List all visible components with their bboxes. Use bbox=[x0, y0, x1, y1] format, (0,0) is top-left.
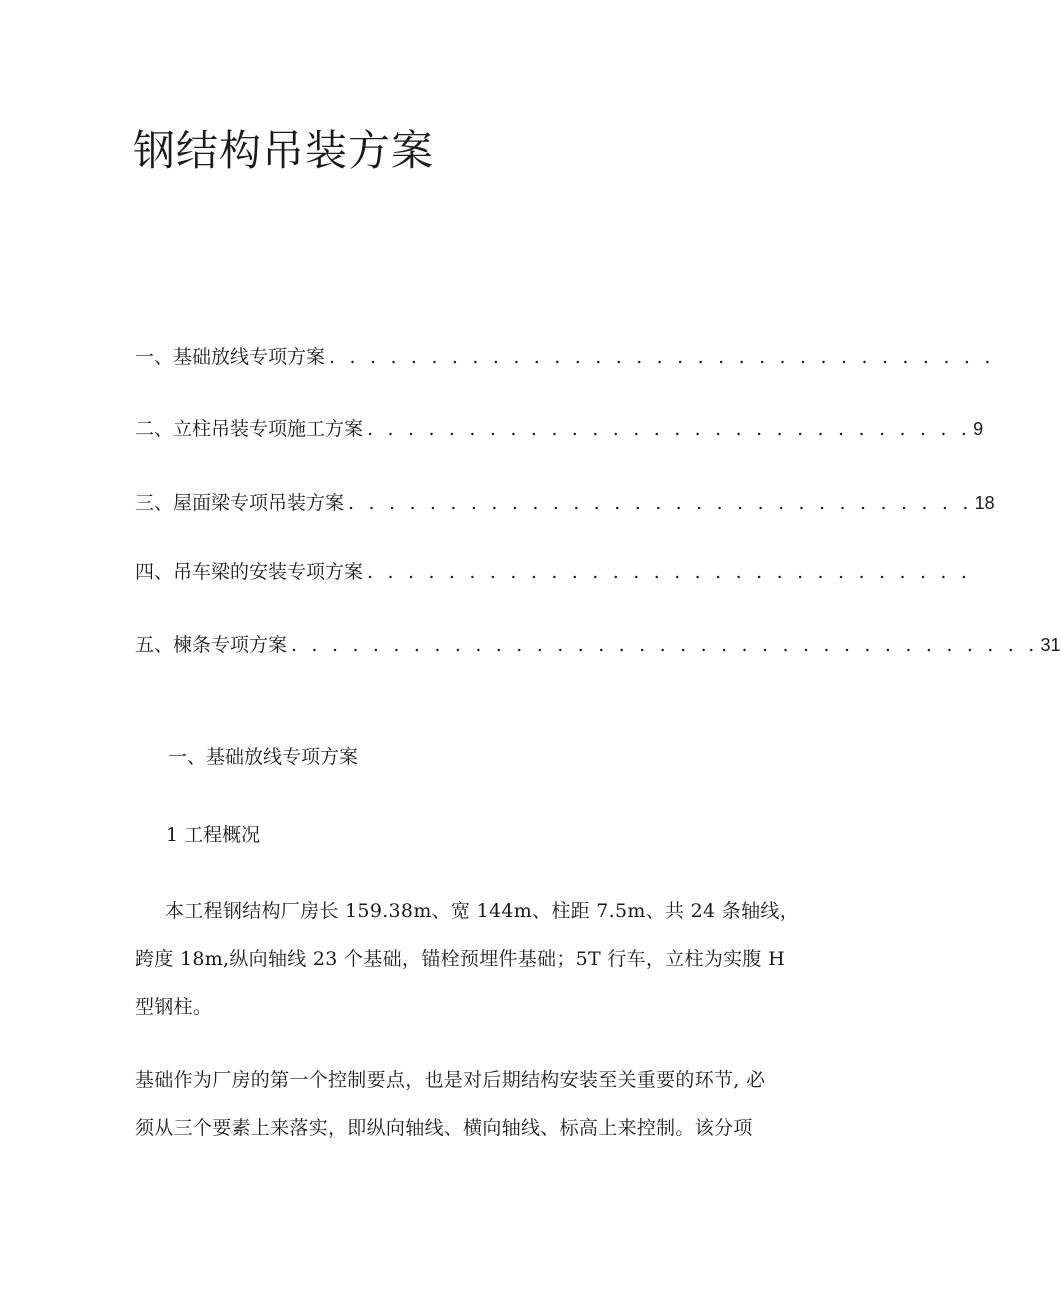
toc-item-page: 9 bbox=[973, 419, 984, 439]
paragraph-line: 跨度 18m,纵向轴线 23 个基础，锚栓预埋件基础；5T 行车，立柱为实腹 H bbox=[135, 948, 785, 970]
toc-item[interactable] bbox=[135, 414, 983, 441]
sub-heading: 1 工程概况 bbox=[166, 824, 261, 846]
toc-item-leader: . . . . . . . . . . . . . . . . . . . . . . . . . . . . . . bbox=[367, 418, 972, 440]
toc-item-label: 四、吊车梁的安装专项方案 bbox=[135, 561, 364, 583]
body-paragraph bbox=[135, 887, 799, 1031]
toc-item-label: 二、立柱吊装专项施工方案 bbox=[135, 418, 364, 440]
toc-item-page: 18 bbox=[974, 493, 995, 513]
toc-item-leader: . . . . . . . . . . . . . . . . . . . . . . . . . . . . . . bbox=[367, 561, 972, 583]
toc-item-leader: . . . . . . . . . . . . . . . . . . . . . . . . . . . . . . . . . bbox=[329, 346, 995, 368]
toc-item-page: 31 bbox=[1040, 635, 1061, 655]
paragraph-line: 基础作为厂房的第一个控制要点，也是对后期结构安装至关重要的环节, 必 bbox=[135, 1069, 766, 1091]
body-paragraph bbox=[135, 1056, 795, 1152]
toc-item[interactable] bbox=[135, 342, 997, 369]
toc-item-label: 五、楝条专项方案 bbox=[135, 634, 288, 656]
paragraph-line: 型钢柱。 bbox=[135, 996, 213, 1018]
toc-item-leader: . . . . . . . . . . . . . . . . . . . . . . . . . . . . . . . . . . . . . bbox=[291, 634, 1039, 656]
toc-item-leader: . . . . . . . . . . . . . . . . . . . . . . . . . . . . . . . bbox=[348, 492, 973, 514]
paragraph-line: 须从三个要素上来落实，即纵向轴线、横向轴线、标高上来控制。该分项 bbox=[135, 1117, 753, 1139]
toc-item-label: 一、基础放线专项方案 bbox=[135, 346, 326, 368]
toc-item[interactable] bbox=[135, 557, 973, 584]
toc-item-label: 三、屋面梁专项吊装方案 bbox=[135, 492, 345, 514]
toc-item[interactable] bbox=[135, 630, 1061, 657]
paragraph-line: 本工程钢结构厂房长 159.38m、宽 144m、柱距 7.5m、共 24 条轴线， bbox=[165, 900, 799, 922]
toc-item[interactable] bbox=[135, 488, 995, 515]
document-title: 钢结构吊装方案 bbox=[133, 126, 435, 175]
section-heading: 一、基础放线专项方案 bbox=[168, 746, 359, 768]
